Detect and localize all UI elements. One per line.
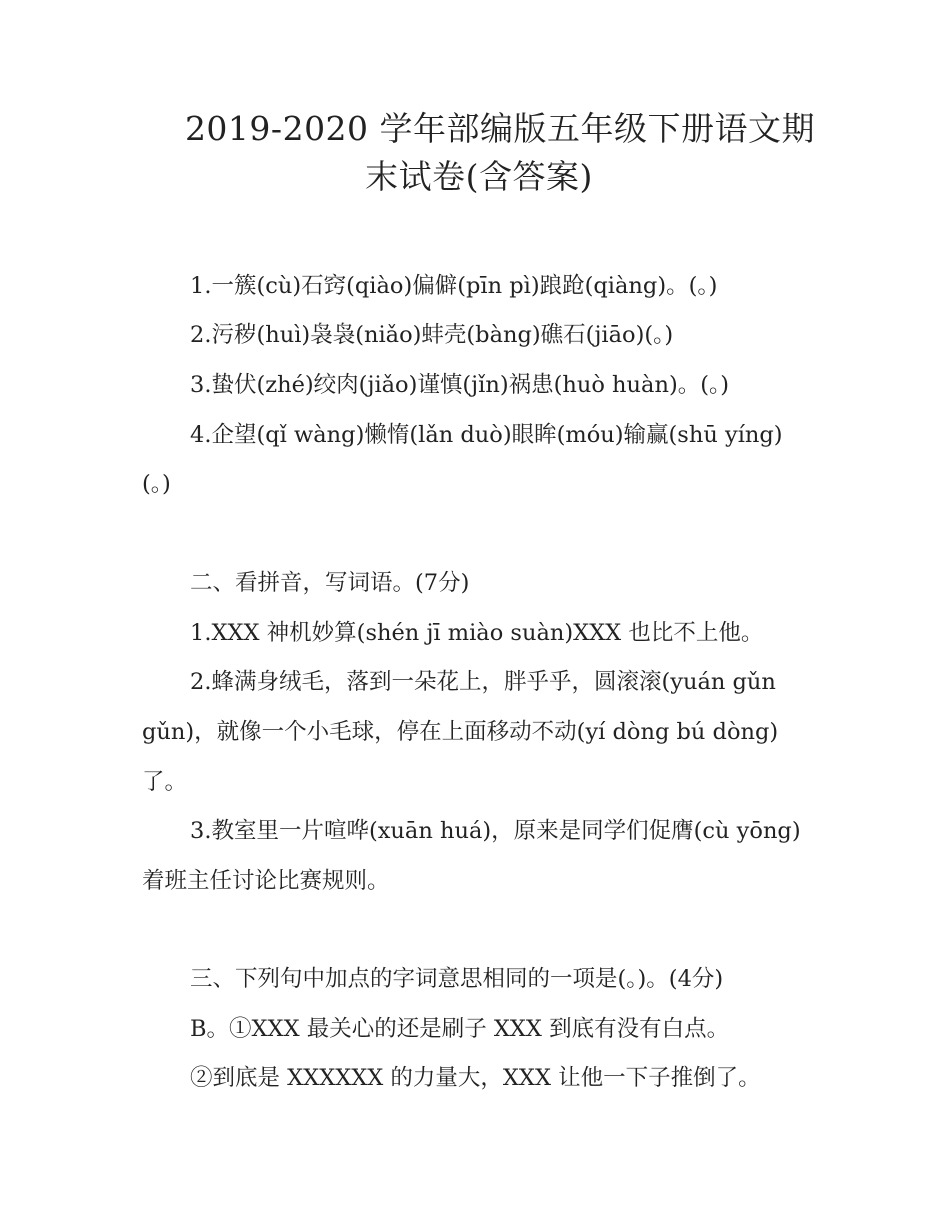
q2-item-1: 1.XXX 神机妙算(shén jī miào suàn)XXX 也比不上他。 [190, 620, 764, 646]
q3-option-b-line1: B。①XXX 最关心的还是刷子 XXX 到底有没有白点。 [190, 1016, 730, 1042]
q1-item-1: 1.一簇(cù)石窍(qiào)偏僻(pīn pì)踉跄(qiàng)。(。) [190, 273, 718, 299]
q2-item-2-line2: gǔn)，就像一个小毛球，停在上面移动不动(yí dòng bú dòng) [142, 719, 779, 745]
section3-heading: 三、下列句中加点的字词意思相同的一项是(。)。(4分) [190, 966, 724, 992]
q1-item-2: 2.污秽(huì)袅袅(niǎo)蚌壳(bàng)礁石(jiāo)(。) [190, 322, 674, 348]
q1-item-4-continuation: (。) [142, 471, 171, 497]
document-title-line2: 末试卷(含答案) [365, 157, 593, 196]
q2-item-2-line3: 了。 [142, 769, 188, 795]
q1-item-3: 3.蛰伏(zhé)绞肉(jiǎo)谨慎(jǐn)祸患(huò huàn)。(。) [190, 372, 730, 398]
q1-item-4: 4.企望(qǐ wàng)懒惰(lǎn duò)眼眸(móu)输赢(shū yíng) [190, 422, 783, 448]
q2-item-2-line1: 2.蜂满身绒毛，落到一朵花上，胖乎乎，圆滚滚(yuán gǔn [190, 669, 776, 695]
section2-heading: 二、看拼音，写词语。(7分) [190, 570, 470, 596]
document-title-line1: 2019-2020 学年部编版五年级下册语文期 [184, 109, 816, 148]
q2-item-3-line2: 着班主任讨论比赛规则。 [142, 868, 390, 894]
q3-option-b-line2: ②到底是 XXXXXX 的力量大，XXX 让他一下子推倒了。 [190, 1065, 761, 1091]
q2-item-3-line1: 3.教室里一片喧哗(xuān huá)，原来是同学们促膺(cù yōng) [190, 818, 801, 844]
